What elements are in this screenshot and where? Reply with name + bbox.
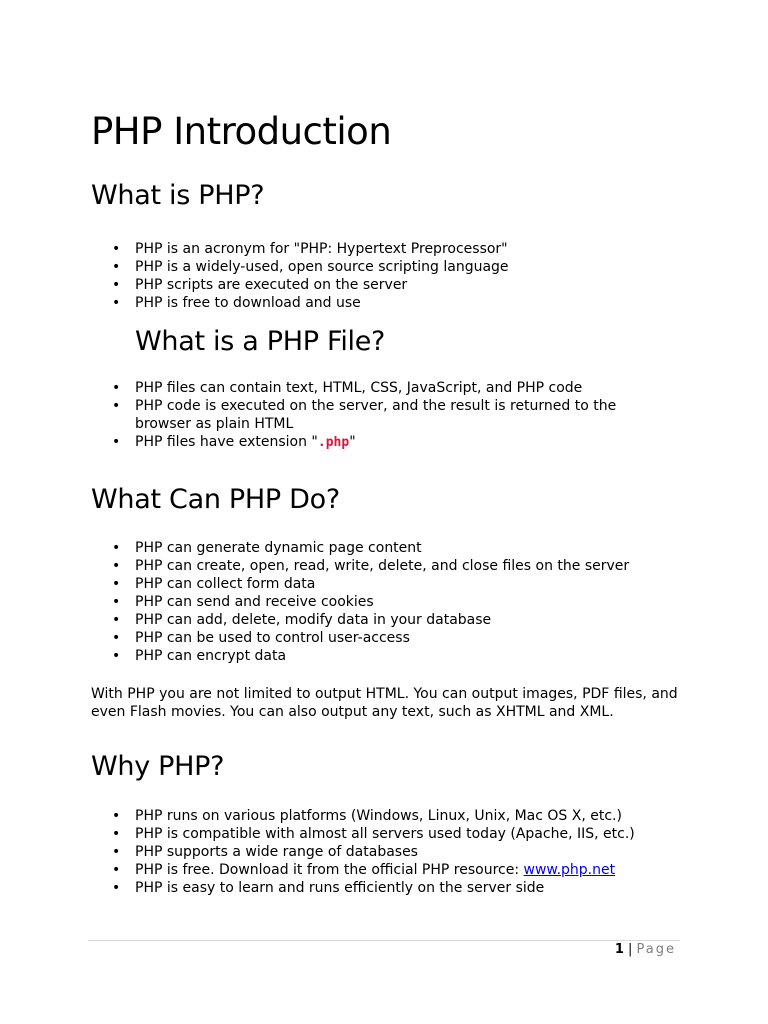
list-item: • PHP can add, delete, modify data in your database [91,611,711,629]
page-word: Page [636,942,676,957]
list-item: • PHP code is executed on the server, and the result is returned to the browser as plain HTML [91,397,651,433]
list-item: • PHP can send and receive cookies [91,593,711,611]
php-extension-code: .php [317,435,350,450]
list-item: • PHP can create, open, read, write, delete, and close files on the server [91,557,711,575]
list-item: • PHP scripts are executed on the server [91,276,691,294]
section-heading-what-is-php: What is PHP? [91,180,265,211]
section-heading-php-file: What is a PHP File? [135,326,386,357]
extension-suffix: " [349,434,356,450]
list-item: • PHP supports a wide range of databases [91,843,711,861]
what-is-php-list [91,240,691,312]
list-item-extension [91,433,651,452]
list-item: • PHP can collect form data [91,575,711,593]
page-separator: | [623,942,637,957]
list-item: • PHP can be used to control user-access [91,629,711,647]
what-can-php-do-list [91,539,711,665]
list-item-link [91,861,711,879]
php-file-list [91,379,651,452]
list-item: • PHP is a widely-used, open source scripting language [91,258,691,276]
list-item: • PHP runs on various platforms (Windows, Linux, Unix, Mac OS X, etc.) [91,807,711,825]
list-item: • PHP can encrypt data [91,647,711,665]
extension-prefix: PHP files have extension " [135,434,318,450]
list-item: • PHP is an acronym for "PHP: Hypertext Preprocessor" [91,240,691,258]
page-number: 1 [614,942,624,957]
output-paragraph: With PHP you are not limited to output HTML. You can output images, PDF files, and even Flash movies. You can also output any text, such as XHTML and XML. [91,686,678,720]
list-item: • PHP is easy to learn and runs efficiently on the server side [91,879,711,897]
why-php-list [91,807,711,897]
page-title: PHP Introduction [91,110,392,153]
php-net-link[interactable]: www.php.net [523,862,616,878]
section-heading-what-can-php-do: What Can PHP Do? [91,484,340,515]
list-item: • PHP can generate dynamic page content [91,539,711,557]
list-item: • PHP is free to download and use [91,294,691,312]
list-item: • PHP is compatible with almost all servers used today (Apache, IIS, etc.) [91,825,711,843]
section-heading-why-php: Why PHP? [91,751,225,782]
link-prefix: PHP is free. Download it from the official PHP resource: [135,862,524,878]
list-item: • PHP files can contain text, HTML, CSS, JavaScript, and PHP code [91,379,651,397]
footer-divider [88,940,680,941]
page-footer [560,942,676,957]
